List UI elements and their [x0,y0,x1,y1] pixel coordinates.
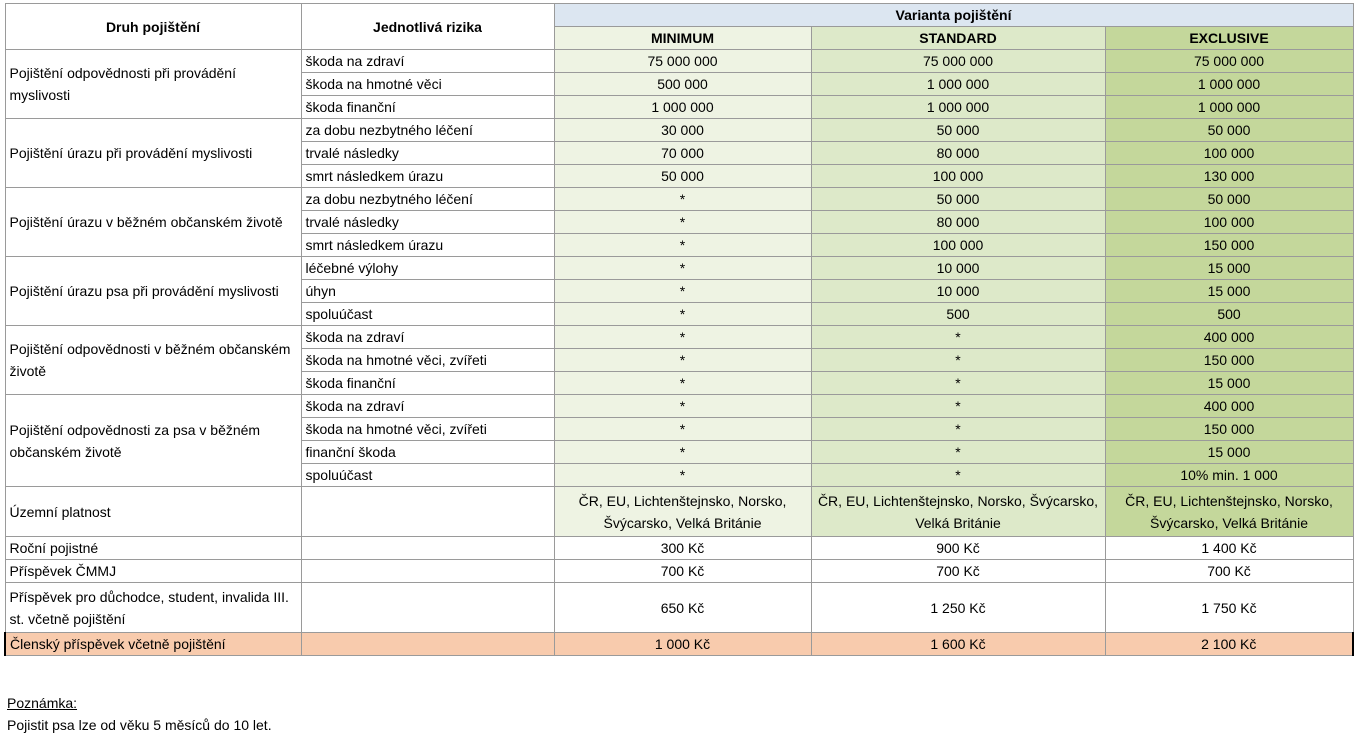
value-minimum: * [554,303,811,326]
value-minimum: * [554,211,811,234]
total-standard: 1 600 Kč [811,633,1105,656]
value-minimum: * [554,234,811,257]
territory-exclusive: ČR, EU, Lichtenštejnsko, Norsko, Švýcarsko, Velká Británie [1105,487,1353,537]
risk-label: léčebné výlohy [301,257,554,280]
risk-label: za dobu nezbytného léčení [301,188,554,211]
senior-label: Příspěvek pro důchodce, student, invalida III. st. včetně pojištění [5,583,301,633]
value-exclusive: 15 000 [1105,441,1353,464]
senior-exclusive: 1 750 Kč [1105,583,1353,633]
risk-label: škoda na hmotné věci [301,73,554,96]
table-row [5,257,1353,280]
senior-empty [301,583,554,633]
territory-standard: ČR, EU, Lichtenštejnsko, Norsko, Švýcarsko, Velká Británie [811,487,1105,537]
value-standard: * [811,372,1105,395]
cmmj-label: Příspěvek ČMMJ [5,560,301,583]
annual-premium-row [5,537,1353,560]
insurance-type-label: Pojištění odpovědnosti při provádění myslivosti [5,50,301,119]
header-insurance-type: Druh pojištění [5,4,301,50]
value-standard: 50 000 [811,188,1105,211]
annual-premium-exclusive: 1 400 Kč [1105,537,1353,560]
value-minimum: * [554,326,811,349]
territory-empty [301,487,554,537]
risk-label: za dobu nezbytného léčení [301,119,554,142]
value-exclusive: 400 000 [1105,395,1353,418]
annual-premium-standard: 900 Kč [811,537,1105,560]
value-exclusive: 15 000 [1105,372,1353,395]
total-exclusive: 2 100 Kč [1105,633,1353,656]
risk-label: trvalé následky [301,211,554,234]
value-minimum: 50 000 [554,165,811,188]
value-standard: 1 000 000 [811,96,1105,119]
value-standard: 80 000 [811,211,1105,234]
value-exclusive: 1 000 000 [1105,96,1353,119]
value-standard: * [811,418,1105,441]
risk-label: finanční škoda [301,441,554,464]
annual-premium-minimum: 300 Kč [554,537,811,560]
insurance-type-label: Pojištění úrazu při provádění myslivosti [5,119,301,188]
value-exclusive: 150 000 [1105,234,1353,257]
cmmj-exclusive: 700 Kč [1105,560,1353,583]
senior-row [5,583,1353,633]
note [7,692,272,736]
risk-label: trvalé následky [301,142,554,165]
value-exclusive: 150 000 [1105,349,1353,372]
value-minimum: * [554,395,811,418]
value-exclusive: 100 000 [1105,142,1353,165]
value-standard: * [811,326,1105,349]
table-row [5,188,1353,211]
total-label: Členský příspěvek včetně pojištění [5,633,301,656]
risk-label: spoluúčast [301,464,554,487]
value-exclusive: 50 000 [1105,188,1353,211]
annual-premium-label: Roční pojistné [5,537,301,560]
value-standard: 100 000 [811,234,1105,257]
value-standard: 10 000 [811,257,1105,280]
risk-label: škoda finanční [301,96,554,119]
table-row [5,50,1353,73]
value-exclusive: 500 [1105,303,1353,326]
senior-standard: 1 250 Kč [811,583,1105,633]
value-minimum: 1 000 000 [554,96,811,119]
annual-premium-empty [301,537,554,560]
value-standard: 500 [811,303,1105,326]
cmmj-empty [301,560,554,583]
table-row [5,395,1353,418]
value-standard: 75 000 000 [811,50,1105,73]
value-minimum: * [554,257,811,280]
risk-label: škoda na hmotné věci, zvířeti [301,349,554,372]
senior-minimum: 650 Kč [554,583,811,633]
value-exclusive: 50 000 [1105,119,1353,142]
territory-minimum: ČR, EU, Lichtenštejnsko, Norsko, Švýcarsko, Velká Británie [554,487,811,537]
value-minimum: * [554,280,811,303]
insurance-type-label: Pojištění odpovědnosti za psa v běžném občanském životě [5,395,301,487]
territory-row [5,487,1353,537]
value-exclusive: 130 000 [1105,165,1353,188]
header-exclusive: EXCLUSIVE [1105,27,1353,50]
value-exclusive: 150 000 [1105,418,1353,441]
risk-label: škoda finanční [301,372,554,395]
risk-groups [5,50,1353,487]
risk-label: škoda na zdraví [301,50,554,73]
value-exclusive: 100 000 [1105,211,1353,234]
total-row [5,633,1353,656]
value-exclusive: 15 000 [1105,257,1353,280]
value-exclusive: 15 000 [1105,280,1353,303]
value-standard: * [811,395,1105,418]
header-variant: Varianta pojištění [554,4,1353,27]
table-row [5,326,1353,349]
value-minimum: * [554,464,811,487]
note-text: Pojistit psa lze od věku 5 měsíců do 10 let. [7,717,272,733]
value-minimum: 75 000 000 [554,50,811,73]
total-minimum: 1 000 Kč [554,633,811,656]
total-empty [301,633,554,656]
insurance-type-label: Pojištění úrazu psa při provádění myslivosti [5,257,301,326]
header-minimum: MINIMUM [554,27,811,50]
value-exclusive: 75 000 000 [1105,50,1353,73]
value-exclusive: 10% min. 1 000 [1105,464,1353,487]
value-minimum: * [554,418,811,441]
value-standard: 1 000 000 [811,73,1105,96]
value-minimum: 30 000 [554,119,811,142]
value-minimum: 500 000 [554,73,811,96]
risk-label: úhyn [301,280,554,303]
header-risks: Jednotlivá rizika [301,4,554,50]
value-standard: * [811,464,1105,487]
value-minimum: * [554,441,811,464]
note-title: Poznámka: [7,695,78,711]
cmmj-row [5,560,1353,583]
header-standard: STANDARD [811,27,1105,50]
value-minimum: 70 000 [554,142,811,165]
risk-label: škoda na zdraví [301,326,554,349]
cmmj-minimum: 700 Kč [554,560,811,583]
table-row [5,119,1353,142]
value-minimum: * [554,188,811,211]
insurance-table [4,3,1354,656]
value-standard: 10 000 [811,280,1105,303]
insurance-type-label: Pojištění úrazu v běžném občanském životě [5,188,301,257]
value-exclusive: 400 000 [1105,326,1353,349]
value-exclusive: 1 000 000 [1105,73,1353,96]
value-minimum: * [554,372,811,395]
cmmj-standard: 700 Kč [811,560,1105,583]
risk-label: škoda na zdraví [301,395,554,418]
risk-label: smrt následkem úrazu [301,165,554,188]
territory-label: Územní platnost [5,487,301,537]
risk-label: smrt následkem úrazu [301,234,554,257]
value-standard: 100 000 [811,165,1105,188]
risk-label: spoluúčast [301,303,554,326]
insurance-type-label: Pojištění odpovědnosti v běžném občanském životě [5,326,301,395]
value-standard: 80 000 [811,142,1105,165]
value-minimum: * [554,349,811,372]
value-standard: 50 000 [811,119,1105,142]
value-standard: * [811,441,1105,464]
value-standard: * [811,349,1105,372]
risk-label: škoda na hmotné věci, zvířeti [301,418,554,441]
